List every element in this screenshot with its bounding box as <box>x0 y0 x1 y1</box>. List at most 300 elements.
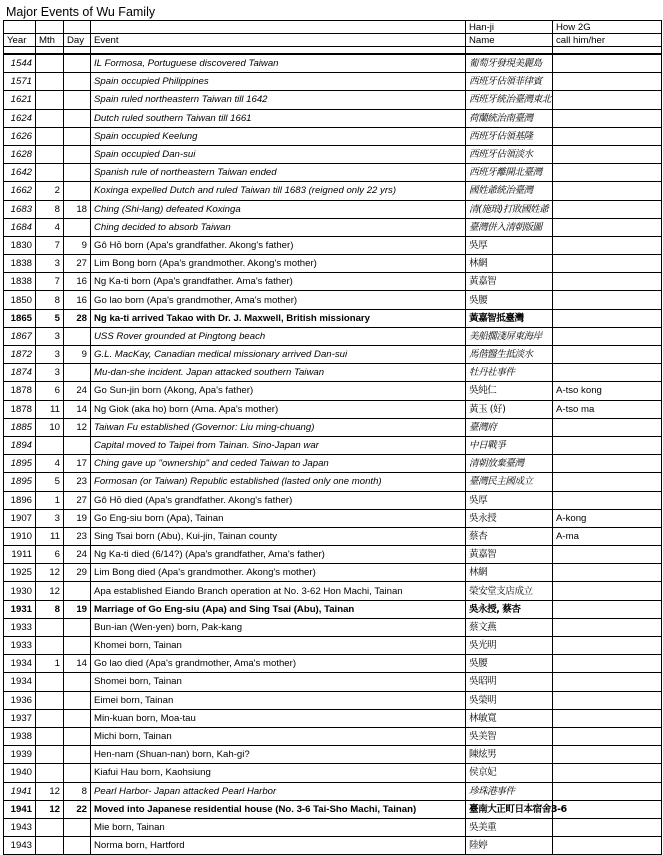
table-row <box>4 564 662 582</box>
cell-hanji: 西班牙離開北臺灣 <box>466 164 553 182</box>
cell-how2g <box>553 73 662 91</box>
cell-how2g <box>553 473 662 491</box>
cell-how2g: A-ma <box>553 527 662 545</box>
cell-day <box>64 727 91 745</box>
cell-how2g <box>553 837 662 855</box>
cell-hanji: 國姓爺統治臺灣 <box>466 182 553 200</box>
cell-day <box>64 691 91 709</box>
cell-event: Ching gave up "ownership" and ceded Taiwan to Japan <box>91 455 466 473</box>
cell-day: 14 <box>64 655 91 673</box>
cell-day <box>64 145 91 163</box>
spacer-cell <box>4 47 36 55</box>
cell-mth: 12 <box>36 564 64 582</box>
spacer-cell <box>466 47 553 55</box>
cell-day <box>64 746 91 764</box>
cell-year: 1907 <box>4 509 36 527</box>
header-how2g-top: How 2G <box>553 21 662 34</box>
cell-event: Pearl Harbor- Japan attacked Pearl Harbor <box>91 782 466 800</box>
table-row <box>4 364 662 382</box>
cell-hanji: 清朝放棄臺灣 <box>466 455 553 473</box>
cell-how2g <box>553 673 662 691</box>
cell-how2g <box>553 54 662 73</box>
cell-event: Mie born, Tainan <box>91 818 466 836</box>
header-row-top <box>4 21 662 34</box>
cell-event: Spain ruled northeastern Taiwan till 1642 <box>91 91 466 109</box>
sheet-title: Major Events of Wu Family <box>6 5 156 19</box>
cell-how2g: A-tso ma <box>553 400 662 418</box>
cell-year: 1933 <box>4 637 36 655</box>
cell-event: Go Sun-jin born (Akong, Apa's father) <box>91 382 466 400</box>
cell-how2g <box>553 546 662 564</box>
cell-year: 1934 <box>4 673 36 691</box>
table-row <box>4 491 662 509</box>
cell-hanji: 吳美智 <box>466 727 553 745</box>
cell-year: 1684 <box>4 218 36 236</box>
cell-how2g <box>553 273 662 291</box>
cell-day: 18 <box>64 200 91 218</box>
table-row <box>4 691 662 709</box>
header-year: Year <box>4 34 36 47</box>
cell-year: 1941 <box>4 800 36 818</box>
header-day: Day <box>64 34 91 47</box>
cell-year: 1931 <box>4 600 36 618</box>
spacer-cell <box>553 47 662 55</box>
cell-day: 16 <box>64 291 91 309</box>
cell-hanji: 臺南大正町日本宿舍3-6 <box>466 800 553 818</box>
cell-mth <box>36 127 64 145</box>
cell-hanji: 牡丹社事件 <box>466 364 553 382</box>
cell-hanji: 吳永授 <box>466 509 553 527</box>
cell-mth: 1 <box>36 491 64 509</box>
cell-day <box>64 327 91 345</box>
cell-day <box>64 109 91 127</box>
cell-day: 19 <box>64 600 91 618</box>
cell-year: 1878 <box>4 382 36 400</box>
cell-day: 24 <box>64 546 91 564</box>
cell-mth: 5 <box>36 473 64 491</box>
cell-how2g: A-tso kong <box>553 382 662 400</box>
cell-hanji: 西班牙佔領基隆 <box>466 127 553 145</box>
cell-event: Sing Tsai born (Abu), Kui-jin, Tainan county <box>91 527 466 545</box>
cell-year: 1867 <box>4 327 36 345</box>
cell-hanji: 侯京妃 <box>466 764 553 782</box>
cell-how2g <box>553 800 662 818</box>
cell-day: 23 <box>64 527 91 545</box>
cell-mth: 8 <box>36 200 64 218</box>
table-row <box>4 91 662 109</box>
cell-hanji: 吳光明 <box>466 637 553 655</box>
table-row <box>4 746 662 764</box>
cell-year: 1878 <box>4 400 36 418</box>
table-row <box>4 236 662 254</box>
cell-how2g <box>553 91 662 109</box>
cell-day <box>64 818 91 836</box>
table-row <box>4 418 662 436</box>
cell-how2g <box>553 637 662 655</box>
cell-event: Marriage of Go Eng-siu (Apa) and Sing Tsai (Abu), Tainan <box>91 600 466 618</box>
cell-mth: 3 <box>36 255 64 273</box>
cell-day <box>64 73 91 91</box>
cell-year: 1626 <box>4 127 36 145</box>
cell-event: Hen-nam (Shuan-nan) born, Kah-gi? <box>91 746 466 764</box>
events-table-body <box>4 21 662 855</box>
cell-day: 16 <box>64 273 91 291</box>
cell-mth <box>36 746 64 764</box>
table-row <box>4 200 662 218</box>
cell-hanji: 吳腰 <box>466 291 553 309</box>
cell-event: Go lao died (Apa's grandmother, Ama's mother) <box>91 655 466 673</box>
table-row <box>4 473 662 491</box>
cell-year: 1624 <box>4 109 36 127</box>
cell-day: 23 <box>64 473 91 491</box>
cell-how2g <box>553 436 662 454</box>
cell-hanji: 美船擱淺屏東海岸 <box>466 327 553 345</box>
cell-event: Spain occupied Keelung <box>91 127 466 145</box>
cell-mth: 12 <box>36 782 64 800</box>
table-row <box>4 182 662 200</box>
header-mth: Mth <box>36 34 64 47</box>
cell-day: 28 <box>64 309 91 327</box>
cell-year: 1896 <box>4 491 36 509</box>
cell-mth <box>36 709 64 727</box>
cell-year: 1910 <box>4 527 36 545</box>
cell-day: 12 <box>64 418 91 436</box>
cell-event: Shomei born, Tainan <box>91 673 466 691</box>
cell-event: Dutch ruled southern Taiwan till 1661 <box>91 109 466 127</box>
cell-day <box>64 54 91 73</box>
table-row <box>4 637 662 655</box>
header-mth-top <box>36 21 64 34</box>
cell-event: Spain occupied Philippines <box>91 73 466 91</box>
cell-mth: 3 <box>36 364 64 382</box>
table-row <box>4 600 662 618</box>
cell-how2g: A-kong <box>553 509 662 527</box>
table-row <box>4 327 662 345</box>
cell-event: Taiwan Fu established (Governor: Liu ming-chuang) <box>91 418 466 436</box>
cell-event: Kiafui Hau born, Kaohsiung <box>91 764 466 782</box>
cell-event: Ng Ka-ti born (Apa's grandfather. Ama's father) <box>91 273 466 291</box>
cell-how2g <box>553 655 662 673</box>
cell-hanji: 馬偕醫生抵淡水 <box>466 346 553 364</box>
cell-year: 1838 <box>4 273 36 291</box>
cell-hanji: 臺灣併入清朝版圖 <box>466 218 553 236</box>
cell-event: Gô Hō died (Apa's grandfather. Akong's father) <box>91 491 466 509</box>
cell-day: 27 <box>64 491 91 509</box>
cell-how2g <box>553 346 662 364</box>
cell-how2g <box>553 564 662 582</box>
cell-mth <box>36 164 64 182</box>
cell-event: Koxinga expelled Dutch and ruled Taiwan till 1683 (reigned only 22 yrs) <box>91 182 466 200</box>
cell-how2g <box>553 727 662 745</box>
cell-event: Mu-dan-she incident. Japan attacked southern Taiwan <box>91 364 466 382</box>
table-row <box>4 582 662 600</box>
cell-mth: 7 <box>36 273 64 291</box>
header-how2g: call him/her <box>553 34 662 47</box>
cell-event: Lim Bong born (Apa's grandmother. Akong's mother) <box>91 255 466 273</box>
cell-event: Eimei born, Tainan <box>91 691 466 709</box>
cell-event: Ng Giok (aka ho) born (Ama. Apa's mother) <box>91 400 466 418</box>
cell-hanji: 吳永授, 蔡杏 <box>466 600 553 618</box>
cell-event: Apa established Eiando Branch operation at No. 3-62 Hon Machi, Tainan <box>91 582 466 600</box>
cell-mth: 12 <box>36 582 64 600</box>
cell-day: 14 <box>64 400 91 418</box>
cell-hanji: 葡萄牙發現美麗島 <box>466 54 553 73</box>
events-table <box>3 20 662 855</box>
cell-hanji: 吳厚 <box>466 236 553 254</box>
cell-how2g <box>553 236 662 254</box>
cell-mth <box>36 637 64 655</box>
table-row <box>4 164 662 182</box>
cell-mth <box>36 109 64 127</box>
cell-hanji: 蔡文燕 <box>466 618 553 636</box>
spacer-cell <box>64 47 91 55</box>
header-spacer-row <box>4 47 662 55</box>
cell-hanji: 林敏寬 <box>466 709 553 727</box>
cell-hanji: 陸婷 <box>466 837 553 855</box>
cell-day: 22 <box>64 800 91 818</box>
cell-year: 1930 <box>4 582 36 600</box>
cell-mth: 4 <box>36 455 64 473</box>
cell-event: Ng Ka-ti died (6/14?) (Apa's grandfather, Ama's father) <box>91 546 466 564</box>
table-row <box>4 291 662 309</box>
cell-how2g <box>553 764 662 782</box>
cell-mth <box>36 91 64 109</box>
cell-mth: 3 <box>36 327 64 345</box>
cell-day <box>64 182 91 200</box>
cell-event: Norma born, Hartford <box>91 837 466 855</box>
cell-hanji: 吳純仁 <box>466 382 553 400</box>
cell-hanji: 吳厚 <box>466 491 553 509</box>
cell-mth: 5 <box>36 309 64 327</box>
cell-year: 1621 <box>4 91 36 109</box>
cell-hanji: 臺灣民主國成立 <box>466 473 553 491</box>
cell-how2g <box>553 709 662 727</box>
cell-event: Go lao born (Apa's grandmother, Ama's mother) <box>91 291 466 309</box>
cell-mth: 4 <box>36 218 64 236</box>
cell-event: Ng ka-ti arrived Takao with Dr. J. Maxwell, British missionary <box>91 309 466 327</box>
cell-mth <box>36 837 64 855</box>
cell-how2g <box>553 309 662 327</box>
table-row <box>4 727 662 745</box>
cell-mth <box>36 818 64 836</box>
cell-year: 1939 <box>4 746 36 764</box>
table-row <box>4 382 662 400</box>
cell-year: 1937 <box>4 709 36 727</box>
cell-hanji: 蔡杏 <box>466 527 553 545</box>
cell-how2g <box>553 255 662 273</box>
cell-year: 1642 <box>4 164 36 182</box>
cell-how2g <box>553 364 662 382</box>
cell-event: Gô Hō born (Apa's grandfather. Akong's father) <box>91 236 466 254</box>
table-row <box>4 509 662 527</box>
table-row <box>4 764 662 782</box>
table-row <box>4 346 662 364</box>
cell-how2g <box>553 818 662 836</box>
cell-mth: 1 <box>36 655 64 673</box>
cell-how2g <box>553 291 662 309</box>
cell-day <box>64 436 91 454</box>
cell-day <box>64 364 91 382</box>
cell-day <box>64 582 91 600</box>
cell-event: Min-kuan born, Moa-tau <box>91 709 466 727</box>
cell-day: 9 <box>64 346 91 364</box>
cell-how2g <box>553 782 662 800</box>
cell-year: 1683 <box>4 200 36 218</box>
cell-year: 1874 <box>4 364 36 382</box>
cell-hanji: 吳昭明 <box>466 673 553 691</box>
cell-day <box>64 673 91 691</box>
cell-day <box>64 164 91 182</box>
cell-mth: 8 <box>36 291 64 309</box>
table-row <box>4 400 662 418</box>
cell-day <box>64 91 91 109</box>
cell-year: 1865 <box>4 309 36 327</box>
table-row <box>4 273 662 291</box>
cell-mth <box>36 764 64 782</box>
cell-mth: 6 <box>36 382 64 400</box>
cell-year: 1895 <box>4 455 36 473</box>
cell-day: 27 <box>64 255 91 273</box>
cell-year: 1940 <box>4 764 36 782</box>
table-row <box>4 546 662 564</box>
cell-hanji: 黃嘉智抵臺灣 <box>466 309 553 327</box>
cell-hanji: 西班牙統治臺灣東北 <box>466 91 553 109</box>
cell-mth: 10 <box>36 418 64 436</box>
cell-year: 1885 <box>4 418 36 436</box>
cell-mth <box>36 618 64 636</box>
spacer-cell <box>36 47 64 55</box>
cell-day <box>64 218 91 236</box>
cell-event: Go Eng-siu born (Apa), Tainan <box>91 509 466 527</box>
cell-event: Formosan (or Taiwan) Republic established (lasted only one month) <box>91 473 466 491</box>
table-row <box>4 255 662 273</box>
cell-how2g <box>553 182 662 200</box>
cell-hanji: 臺灣府 <box>466 418 553 436</box>
cell-year: 1628 <box>4 145 36 163</box>
header-event-top <box>91 21 466 34</box>
cell-hanji: 荷蘭統治南臺灣 <box>466 109 553 127</box>
cell-day: 24 <box>64 382 91 400</box>
cell-how2g <box>553 600 662 618</box>
cell-year: 1571 <box>4 73 36 91</box>
cell-year: 1911 <box>4 546 36 564</box>
cell-event: Capital moved to Taipei from Tainan. Sino-Japan war <box>91 436 466 454</box>
cell-year: 1925 <box>4 564 36 582</box>
cell-hanji: 黃嘉智 <box>466 546 553 564</box>
cell-year: 1943 <box>4 818 36 836</box>
cell-event: Ching decided to absorb Taiwan <box>91 218 466 236</box>
cell-hanji: 中日戰爭 <box>466 436 553 454</box>
cell-hanji: 黃玉 (好) <box>466 400 553 418</box>
cell-how2g <box>553 327 662 345</box>
cell-day <box>64 764 91 782</box>
table-row <box>4 145 662 163</box>
cell-event: Khomei born, Tainan <box>91 637 466 655</box>
cell-event: G.L. MacKay, Canadian medical missionary arrived Dan-sui <box>91 346 466 364</box>
cell-hanji: 吳美重 <box>466 818 553 836</box>
cell-mth <box>36 73 64 91</box>
cell-how2g <box>553 418 662 436</box>
spacer-cell <box>91 47 466 55</box>
cell-mth: 3 <box>36 509 64 527</box>
cell-year: 1933 <box>4 618 36 636</box>
cell-year: 1941 <box>4 782 36 800</box>
cell-hanji: 吳榮明 <box>466 691 553 709</box>
cell-event: Spanish rule of northeastern Taiwan ended <box>91 164 466 182</box>
table-row <box>4 655 662 673</box>
header-event: Event <box>91 34 466 47</box>
cell-how2g <box>553 164 662 182</box>
cell-how2g <box>553 218 662 236</box>
table-row <box>4 837 662 855</box>
table-row <box>4 73 662 91</box>
cell-event: Bun-ian (Wen-yen) born, Pak-kang <box>91 618 466 636</box>
cell-mth: 2 <box>36 182 64 200</box>
table-row <box>4 218 662 236</box>
cell-day <box>64 637 91 655</box>
table-row <box>4 127 662 145</box>
cell-mth: 8 <box>36 600 64 618</box>
cell-how2g <box>553 618 662 636</box>
cell-hanji: 珍珠港事件 <box>466 782 553 800</box>
cell-how2g <box>553 109 662 127</box>
cell-year: 1936 <box>4 691 36 709</box>
cell-how2g <box>553 145 662 163</box>
cell-how2g <box>553 200 662 218</box>
table-row <box>4 309 662 327</box>
header-row-bottom <box>4 34 662 47</box>
cell-event: Ching (Shi-lang) defeated Koxinga <box>91 200 466 218</box>
cell-how2g <box>553 582 662 600</box>
cell-hanji: 清(施琅)打敗國姓爺 <box>466 200 553 218</box>
cell-mth <box>36 54 64 73</box>
cell-day <box>64 127 91 145</box>
cell-mth <box>36 145 64 163</box>
table-row <box>4 800 662 818</box>
table-row <box>4 782 662 800</box>
table-row <box>4 527 662 545</box>
cell-day: 8 <box>64 782 91 800</box>
table-row <box>4 436 662 454</box>
cell-how2g <box>553 127 662 145</box>
cell-day <box>64 618 91 636</box>
cell-how2g <box>553 455 662 473</box>
cell-event: Spain occupied Dan-sui <box>91 145 466 163</box>
cell-mth: 3 <box>36 346 64 364</box>
cell-year: 1662 <box>4 182 36 200</box>
cell-mth <box>36 727 64 745</box>
table-row <box>4 455 662 473</box>
cell-year: 1934 <box>4 655 36 673</box>
header-year-top <box>4 21 36 34</box>
cell-mth <box>36 673 64 691</box>
cell-day: 19 <box>64 509 91 527</box>
cell-how2g <box>553 691 662 709</box>
table-row <box>4 709 662 727</box>
cell-mth <box>36 691 64 709</box>
cell-year: 1850 <box>4 291 36 309</box>
cell-mth: 7 <box>36 236 64 254</box>
header-day-top <box>64 21 91 34</box>
cell-day: 29 <box>64 564 91 582</box>
cell-year: 1544 <box>4 54 36 73</box>
cell-year: 1895 <box>4 473 36 491</box>
cell-mth: 12 <box>36 800 64 818</box>
cell-event: Lim Bong died (Apa's grandmother. Akong's mother) <box>91 564 466 582</box>
header-hanji-top: Han-ji <box>466 21 553 34</box>
cell-day: 17 <box>64 455 91 473</box>
cell-mth: 11 <box>36 527 64 545</box>
